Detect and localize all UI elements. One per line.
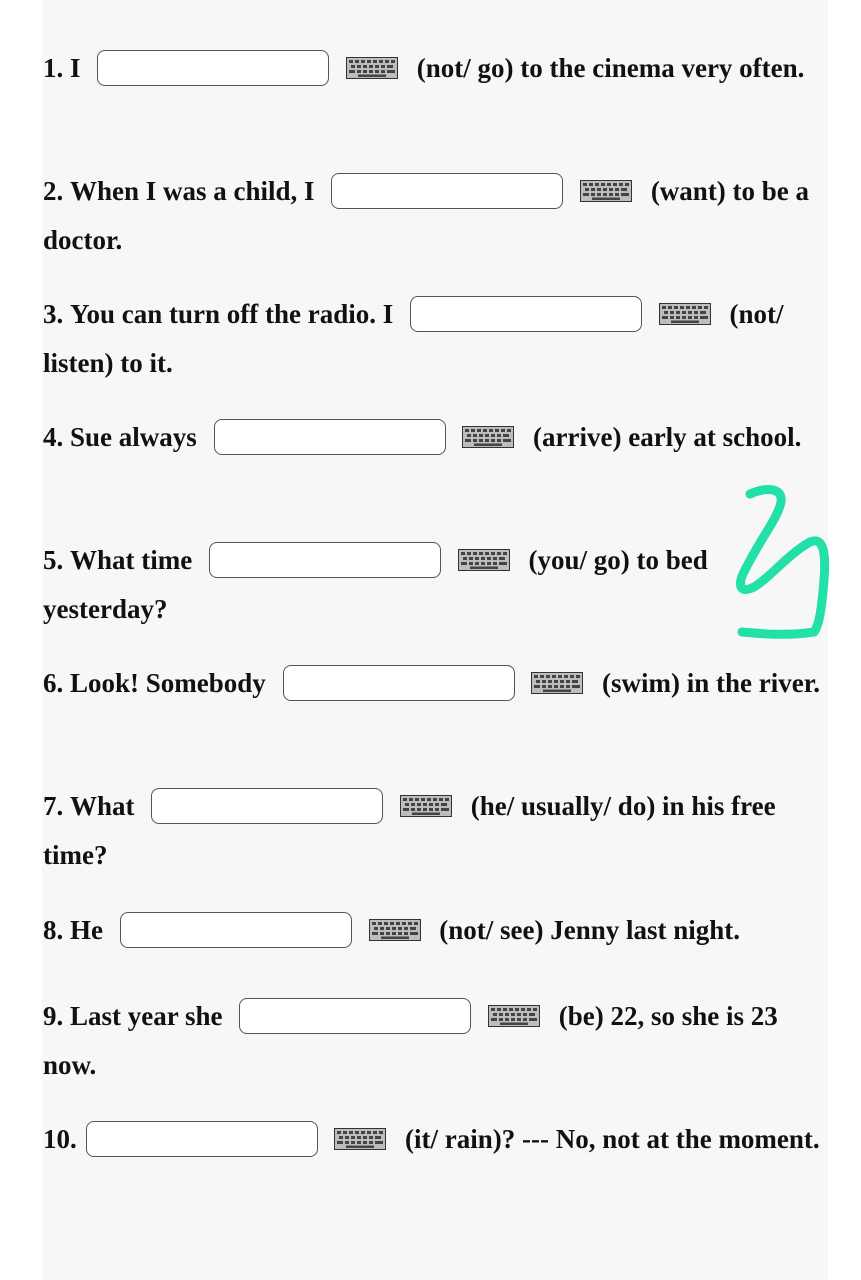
question-number: 6. [43, 667, 64, 698]
keyboard-icon[interactable] [462, 426, 514, 448]
question-text-before: You can turn off the radio. I [70, 298, 394, 329]
question-3 [43, 288, 833, 386]
question-7 [43, 780, 833, 878]
question-text-after: (not/ see) Jenny last night. [439, 914, 741, 945]
answer-input-3[interactable] [410, 296, 642, 332]
answer-input-6[interactable] [283, 665, 515, 701]
answer-input-10[interactable] [86, 1121, 318, 1157]
question-number: 10. [43, 1123, 77, 1154]
question-text-before: I [70, 52, 81, 83]
question-2 [43, 165, 833, 263]
question-number: 5. [43, 544, 64, 575]
keyboard-icon[interactable] [369, 919, 421, 941]
question-text-after: (you/ go) to bed yesterday? [43, 544, 708, 624]
question-text-before: Look! Somebody [70, 667, 266, 698]
question-text-before: What [70, 790, 135, 821]
question-1 [43, 42, 833, 91]
handwritten-mark [728, 484, 838, 644]
question-text-before: He [70, 914, 103, 945]
keyboard-icon[interactable] [400, 795, 452, 817]
question-number: 9. [43, 1000, 64, 1031]
question-6 [43, 657, 833, 706]
question-text-before: When I was a child, I [70, 175, 315, 206]
keyboard-icon[interactable] [659, 303, 711, 325]
question-number: 2. [43, 175, 64, 206]
question-text-after: (not/ go) to the cinema very often. [416, 52, 805, 83]
question-text-after: (want) to be a doctor. [43, 175, 810, 255]
answer-input-9[interactable] [239, 998, 471, 1034]
question-number: 8. [43, 914, 64, 945]
question-text-after: (he/ usually/ do) in his free time? [43, 790, 776, 870]
keyboard-icon[interactable] [580, 180, 632, 202]
answer-input-5[interactable] [209, 542, 441, 578]
answer-input-4[interactable] [214, 419, 446, 455]
keyboard-icon[interactable] [488, 1005, 540, 1027]
question-5 [43, 534, 833, 632]
keyboard-icon[interactable] [346, 57, 398, 79]
answer-input-1[interactable] [97, 50, 329, 86]
question-text-after: (arrive) early at school. [533, 421, 802, 452]
answer-input-7[interactable] [151, 788, 383, 824]
question-number: 1. [43, 52, 64, 83]
question-text-before: What time [70, 544, 193, 575]
answer-input-8[interactable] [120, 912, 352, 948]
question-text-after: (swim) in the river. [602, 667, 821, 698]
question-text-after: (be) 22, so she is 23 now. [43, 1000, 778, 1080]
question-number: 7. [43, 790, 64, 821]
question-text-after: (it/ rain)? --- No, not at the moment. [405, 1123, 820, 1154]
keyboard-icon[interactable] [334, 1128, 386, 1150]
question-9 [43, 990, 833, 1088]
question-8 [43, 904, 833, 953]
question-text-after: (not/ listen) to it. [43, 298, 784, 378]
question-text-before: Last year she [70, 1000, 223, 1031]
keyboard-icon[interactable] [531, 672, 583, 694]
question-4 [43, 411, 833, 460]
question-text-before: Sue always [70, 421, 197, 452]
answer-input-2[interactable] [331, 173, 563, 209]
question-number: 4. [43, 421, 64, 452]
question-10 [43, 1113, 833, 1162]
question-number: 3. [43, 298, 64, 329]
keyboard-icon[interactable] [458, 549, 510, 571]
